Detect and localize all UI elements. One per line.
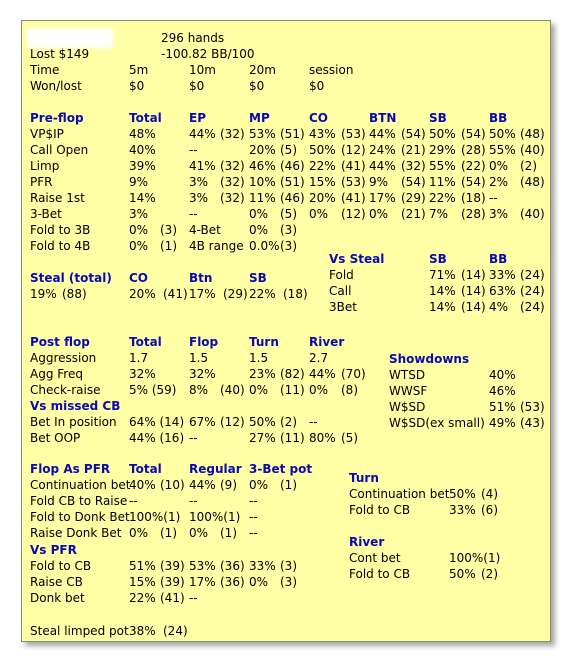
missed-cb-row-0-3: (12): [220, 415, 245, 429]
vs-steal-row-0-3: 33%: [489, 268, 516, 282]
preflop-row-4-0: Raise 1st: [30, 191, 85, 205]
flop-pfr-row-2-0: Fold to Donk Bet: [30, 510, 130, 524]
won-value-3: $0: [309, 79, 325, 93]
preflop-header-0: Pre-flop: [30, 111, 84, 125]
fold-to-4b-0: Fold to 4B: [30, 239, 91, 253]
vs-pfr-row-1-6: (3): [280, 575, 297, 589]
preflop-header-3: MP: [249, 111, 270, 125]
preflop-row-5-0: 3-Bet: [30, 207, 62, 221]
postflop-row-0-1: 1.7: [129, 351, 149, 365]
vs-pfr-row-0-1: 51%: [129, 559, 156, 573]
postflop-row-2-2: 8%: [189, 383, 209, 397]
fold-to-3b-3: 4-Bet: [189, 223, 221, 237]
preflop-row-5-7: (12): [341, 207, 366, 221]
vs-pfr-row-0-2: (39): [160, 559, 185, 573]
turn-heading: Turn: [349, 471, 379, 485]
flop-pfr-row-3-4: (1): [220, 526, 237, 540]
missed-cb-row-1-2: --: [189, 431, 198, 445]
vs-steal-row-0-0: Fold: [329, 268, 354, 282]
preflop-header-5: BTN: [369, 111, 397, 125]
preflop-row-0-11: (54): [461, 127, 486, 141]
postflop-row-0-4: 1.5: [249, 351, 269, 365]
showdown-row-0-1: 40%: [489, 368, 516, 382]
showdown-row-3-2: (43): [520, 416, 545, 430]
turn-row-0-0: Continuation bet: [349, 487, 450, 501]
hands-count: 296 hands: [161, 31, 225, 45]
postflop-row-1-1: 32%: [129, 367, 156, 381]
missed-cb-row-0-4: 50%: [249, 415, 276, 429]
steal-row-2: 20%: [129, 287, 156, 301]
postflop-row-0-6: 2.7: [309, 351, 329, 365]
preflop-row-5-13: (40): [520, 207, 545, 221]
postflop-header-1: Total: [129, 335, 162, 349]
flop-pfr-row-0-6: (1): [280, 478, 297, 492]
vs-steal-header-1: SB: [429, 252, 447, 266]
fold-to-4b-3: 4B range: [189, 239, 244, 253]
steal-row-7: (18): [283, 287, 308, 301]
postflop-header-2: Flop: [189, 335, 219, 349]
preflop-row-4-8: 17%: [369, 191, 396, 205]
preflop-row-0-13: (48): [520, 127, 545, 141]
preflop-row-1-12: 55%: [489, 143, 516, 157]
preflop-row-0-3: (32): [220, 127, 245, 141]
preflop-row-5-10: 7%: [429, 207, 449, 221]
flop-pfr-row-0-3: 44%: [189, 478, 216, 492]
fold-to-3b-5: (3): [280, 223, 297, 237]
preflop-row-1-2: --: [189, 143, 198, 157]
steal-row-3: (41): [163, 287, 188, 301]
preflop-row-3-2: 3%: [189, 175, 209, 189]
steal-limped-pot-0: Steal limped pot: [30, 624, 129, 638]
preflop-row-1-1: 40%: [129, 143, 156, 157]
vs-steal-row-0-2: (14): [461, 268, 486, 282]
preflop-row-2-2: 41%: [189, 159, 216, 173]
preflop-row-5-8: 0%: [369, 207, 389, 221]
steal-row-1: (88): [62, 287, 87, 301]
flop-pfr-row-0-1: 40%: [129, 478, 156, 492]
vs-pfr-row-1-0: Raise CB: [30, 575, 83, 589]
flop-pfr-header-1: Total: [129, 462, 162, 476]
vs-steal-row-2-2: (14): [461, 300, 486, 314]
vs-steal-row-1-0: Call: [329, 284, 352, 298]
preflop-row-0-2: 44%: [189, 127, 216, 141]
vs-pfr-row-0-0: Fold to CB: [30, 559, 92, 573]
preflop-row-5-4: 0%: [249, 207, 269, 221]
postflop-row-2-3: (40): [220, 383, 245, 397]
preflop-header-6: SB: [429, 111, 447, 125]
vs-pfr-row-2-3: --: [189, 591, 198, 605]
preflop-row-1-8: 24%: [369, 143, 396, 157]
preflop-row-0-6: 43%: [309, 127, 336, 141]
preflop-row-1-6: 50%: [309, 143, 336, 157]
time-col-3: session: [309, 63, 354, 77]
missed-cb-row-1-0: Bet OOP: [30, 431, 81, 445]
preflop-row-0-4: 53%: [249, 127, 276, 141]
showdowns-heading: Showdowns: [389, 352, 470, 366]
preflop-row-5-12: 3%: [489, 207, 509, 221]
river-heading: River: [349, 535, 385, 549]
postflop-row-1-4: 23%: [249, 367, 276, 381]
showdown-row-2-2: (53): [520, 400, 545, 414]
steal-header-1: CO: [129, 271, 149, 285]
vs-steal-row-1-4: (24): [520, 284, 545, 298]
river-row-1-0: Fold to CB: [349, 567, 411, 581]
preflop-row-4-1: 14%: [129, 191, 156, 205]
preflop-row-2-12: 0%: [489, 159, 509, 173]
steal-header-3: SB: [249, 271, 267, 285]
steal-row-6: 22%: [249, 287, 276, 301]
showdown-row-3-1: 49%: [489, 416, 516, 430]
preflop-row-2-10: 55%: [429, 159, 456, 173]
postflop-row-1-2: 32%: [189, 367, 216, 381]
vs-pfr-row-1-4: (36): [220, 575, 245, 589]
flop-pfr-row-0-2: (10): [160, 478, 185, 492]
preflop-row-0-8: 44%: [369, 127, 396, 141]
flop-pfr-row-3-5: --: [249, 526, 258, 540]
missed-cb-row-1-5: (11): [280, 431, 305, 445]
blurred-player-name: [30, 31, 110, 45]
turn-row-1-0: Fold to CB: [349, 503, 411, 517]
vs-pfr-row-2-0: Donk bet: [30, 591, 85, 605]
preflop-row-3-8: 9%: [369, 175, 389, 189]
preflop-row-2-5: (46): [280, 159, 305, 173]
preflop-header-4: CO: [309, 111, 329, 125]
flop-pfr-row-0-0: Continuation bet: [30, 478, 131, 492]
postflop-row-1-0: Agg Freq: [30, 367, 83, 381]
preflop-row-5-11: (28): [461, 207, 486, 221]
preflop-row-3-9: (54): [401, 175, 426, 189]
vs-steal-row-2-1: 14%: [429, 300, 456, 314]
vs-pfr-row-2-1: 22%: [129, 591, 156, 605]
steal-limped-pot-1: 38%: [129, 624, 156, 638]
vs-steal-row-1-3: 63%: [489, 284, 516, 298]
showdown-row-3-0: W$SD(ex small): [389, 416, 485, 430]
turn-row-0-2: (4): [481, 487, 498, 501]
won-value-0: $0: [129, 79, 145, 93]
steal-header-0: Steal (total): [30, 271, 112, 285]
steal-header-2: Btn: [189, 271, 213, 285]
preflop-row-4-2: 3%: [189, 191, 209, 205]
postflop-row-0-0: Aggression: [30, 351, 97, 365]
vs-steal-header-2: BB: [489, 252, 508, 266]
vs-steal-row-1-2: (14): [461, 284, 486, 298]
postflop-row-2-1: 5% (59): [129, 383, 177, 397]
missed-cb-row-0-1: 64% (14): [129, 415, 185, 429]
flop-pfr-header-3: 3-Bet pot: [249, 462, 313, 476]
preflop-row-1-4: 20%: [249, 143, 276, 157]
vs-pfr-row-0-3: 53%: [189, 559, 216, 573]
preflop-row-4-12: --: [489, 191, 498, 205]
fold-to-3b-0: Fold to 3B: [30, 223, 91, 237]
preflop-row-3-5: (51): [280, 175, 305, 189]
fold-to-3b-1: 0%: [129, 223, 149, 237]
showdown-row-1-0: WWSF: [389, 384, 428, 398]
postflop-row-2-4: 0%: [249, 383, 269, 397]
steal-limped-pot-2: (24): [163, 624, 188, 638]
vs-pfr-heading: Vs PFR: [30, 543, 77, 557]
preflop-row-3-13: (48): [520, 175, 545, 189]
preflop-row-1-7: (12): [341, 143, 366, 157]
flop-pfr-row-2-3: 100%(1): [189, 510, 241, 524]
preflop-row-0-7: (53): [341, 127, 366, 141]
flop-pfr-row-3-3: 0%: [189, 526, 209, 540]
preflop-row-5-2: --: [189, 207, 198, 221]
preflop-row-3-4: 10%: [249, 175, 276, 189]
postflop-row-1-5: (82): [280, 367, 305, 381]
missed-cb-row-1-1: 44% (16): [129, 431, 185, 445]
time-label: Time: [30, 63, 60, 77]
preflop-row-5-6: 0%: [309, 207, 329, 221]
missed-cb-row-0-6: --: [309, 415, 318, 429]
postflop-header-0: Post flop: [30, 335, 90, 349]
flop-pfr-row-3-2: (1): [160, 526, 177, 540]
vs-steal-row-0-4: (24): [520, 268, 545, 282]
preflop-row-2-3: (32): [220, 159, 245, 173]
vs-pfr-row-0-5: 33%: [249, 559, 276, 573]
flop-pfr-row-1-1: --: [129, 494, 138, 508]
vs-pfr-row-1-3: 17%: [189, 575, 216, 589]
preflop-row-2-8: 44%: [369, 159, 396, 173]
preflop-row-1-9: (21): [401, 143, 426, 157]
river-row-0-0: Cont bet: [349, 551, 401, 565]
missed-cb-row-1-6: 80%: [309, 431, 336, 445]
preflop-row-1-11: (28): [461, 143, 486, 157]
steal-row-0: 19%: [30, 287, 57, 301]
turn-row-1-1: 33%: [449, 503, 476, 517]
vs-steal-row-0-1: 71%: [429, 268, 456, 282]
preflop-row-2-9: (32): [401, 159, 426, 173]
vs-pfr-row-0-6: (3): [280, 559, 297, 573]
preflop-row-3-0: PFR: [30, 175, 53, 189]
preflop-row-4-3: (32): [220, 191, 245, 205]
preflop-row-4-5: (46): [280, 191, 305, 205]
preflop-row-2-11: (22): [461, 159, 486, 173]
postflop-row-2-7: (8): [341, 383, 358, 397]
time-col-1: 10m: [189, 63, 216, 77]
fold-to-3b-4: 0%: [249, 223, 269, 237]
vs-pfr-row-1-2: (39): [160, 575, 185, 589]
preflop-row-3-1: 9%: [129, 175, 149, 189]
flop-pfr-row-3-0: Raise Donk Bet: [30, 526, 122, 540]
river-row-1-1: 50%: [449, 567, 476, 581]
preflop-row-4-6: 20%: [309, 191, 336, 205]
preflop-row-4-7: (41): [341, 191, 366, 205]
won-lost-label: Won/lost: [30, 79, 82, 93]
postflop-row-1-7: (70): [341, 367, 366, 381]
postflop-row-1-6: 44%: [309, 367, 336, 381]
preflop-row-4-10: 22%: [429, 191, 456, 205]
preflop-row-0-1: 48%: [129, 127, 156, 141]
preflop-row-5-5: (5): [280, 207, 297, 221]
vs-missed-cb-heading: Vs missed CB: [30, 399, 121, 413]
river-row-0-1: 100%(1): [449, 551, 501, 565]
flop-pfr-row-1-5: --: [249, 494, 258, 508]
preflop-row-2-6: 22%: [309, 159, 336, 173]
preflop-row-1-5: (5): [280, 143, 297, 157]
preflop-row-5-1: 3%: [129, 207, 149, 221]
preflop-header-2: EP: [189, 111, 206, 125]
postflop-row-0-2: 1.5: [189, 351, 209, 365]
vs-steal-row-2-3: 4%: [489, 300, 509, 314]
fold-to-3b-2: (3): [160, 223, 177, 237]
steal-row-5: (29): [223, 287, 248, 301]
flop-pfr-header-0: Flop As PFR: [30, 462, 111, 476]
preflop-row-2-0: Limp: [30, 159, 60, 173]
preflop-row-0-10: 50%: [429, 127, 456, 141]
river-row-1-2: (2): [481, 567, 498, 581]
showdown-row-0-0: WTSD: [389, 368, 426, 382]
flop-pfr-row-0-4: (9): [220, 478, 237, 492]
time-col-0: 5m: [129, 63, 149, 77]
vs-steal-row-1-1: 14%: [429, 284, 456, 298]
vs-steal-row-2-4: (24): [520, 300, 545, 314]
vs-pfr-row-1-1: 15%: [129, 575, 156, 589]
preflop-row-3-6: 15%: [309, 175, 336, 189]
preflop-row-2-1: 39%: [129, 159, 156, 173]
fold-to-4b-1: 0%: [129, 239, 149, 253]
fold-to-4b-5: (3): [280, 239, 297, 253]
fold-to-4b-4: 0.0%: [249, 239, 280, 253]
vs-steal-header-0: Vs Steal: [329, 252, 385, 266]
vs-pfr-row-0-4: (36): [220, 559, 245, 573]
stats-popup-panel: [21, 20, 551, 642]
bb-per-100: -100.82 BB/100: [161, 47, 255, 61]
preflop-row-0-5: (51): [280, 127, 305, 141]
won-value-1: $0: [189, 79, 205, 93]
postflop-header-4: River: [309, 335, 345, 349]
preflop-header-7: BB: [489, 111, 508, 125]
flop-pfr-header-2: Regular: [189, 462, 242, 476]
flop-pfr-row-0-5: 0%: [249, 478, 269, 492]
preflop-row-4-9: (29): [401, 191, 426, 205]
missed-cb-row-0-2: 67%: [189, 415, 216, 429]
vs-pfr-row-2-2: (41): [160, 591, 185, 605]
preflop-header-1: Total: [129, 111, 162, 125]
preflop-row-3-7: (53): [341, 175, 366, 189]
preflop-row-1-10: 29%: [429, 143, 456, 157]
flop-pfr-row-2-1: 100%(1): [129, 510, 181, 524]
preflop-row-2-13: (2): [520, 159, 537, 173]
preflop-row-0-0: VP$IP: [30, 127, 64, 141]
won-value-2: $0: [249, 79, 265, 93]
flop-pfr-row-2-5: --: [249, 510, 258, 524]
preflop-row-1-0: Call Open: [30, 143, 89, 157]
preflop-row-0-9: (54): [401, 127, 426, 141]
preflop-row-5-9: (21): [401, 207, 426, 221]
postflop-row-2-0: Check-raise: [30, 383, 101, 397]
missed-cb-row-0-0: Bet In position: [30, 415, 117, 429]
showdown-row-2-1: 51%: [489, 400, 516, 414]
missed-cb-row-1-4: 27%: [249, 431, 276, 445]
flop-pfr-row-3-1: 0%: [129, 526, 149, 540]
fold-to-4b-2: (1): [160, 239, 177, 253]
flop-pfr-row-1-0: Fold CB to Raise: [30, 494, 128, 508]
flop-pfr-row-1-3: --: [189, 494, 198, 508]
time-col-2: 20m: [249, 63, 276, 77]
turn-row-1-2: (6): [481, 503, 498, 517]
preflop-row-3-11: (54): [461, 175, 486, 189]
preflop-row-4-11: (18): [461, 191, 486, 205]
preflop-row-3-10: 11%: [429, 175, 456, 189]
steal-row-4: 17%: [189, 287, 216, 301]
vs-pfr-row-1-5: 0%: [249, 575, 269, 589]
showdown-row-1-1: 46%: [489, 384, 516, 398]
preflop-row-4-4: 11%: [249, 191, 276, 205]
preflop-row-2-4: 46%: [249, 159, 276, 173]
postflop-row-2-5: (11): [280, 383, 305, 397]
preflop-row-3-3: (32): [220, 175, 245, 189]
lost-amount: Lost $149: [30, 47, 90, 61]
postflop-header-3: Turn: [249, 335, 279, 349]
missed-cb-row-0-5: (2): [280, 415, 297, 429]
vs-steal-row-2-0: 3Bet: [329, 300, 357, 314]
showdown-row-2-0: W$SD: [389, 400, 426, 414]
preflop-row-0-12: 50%: [489, 127, 516, 141]
postflop-row-2-6: 0%: [309, 383, 329, 397]
missed-cb-row-1-7: (5): [341, 431, 358, 445]
preflop-row-2-7: (41): [341, 159, 366, 173]
turn-row-0-1: 50%: [449, 487, 476, 501]
preflop-row-1-13: (40): [520, 143, 545, 157]
preflop-row-3-12: 2%: [489, 175, 509, 189]
